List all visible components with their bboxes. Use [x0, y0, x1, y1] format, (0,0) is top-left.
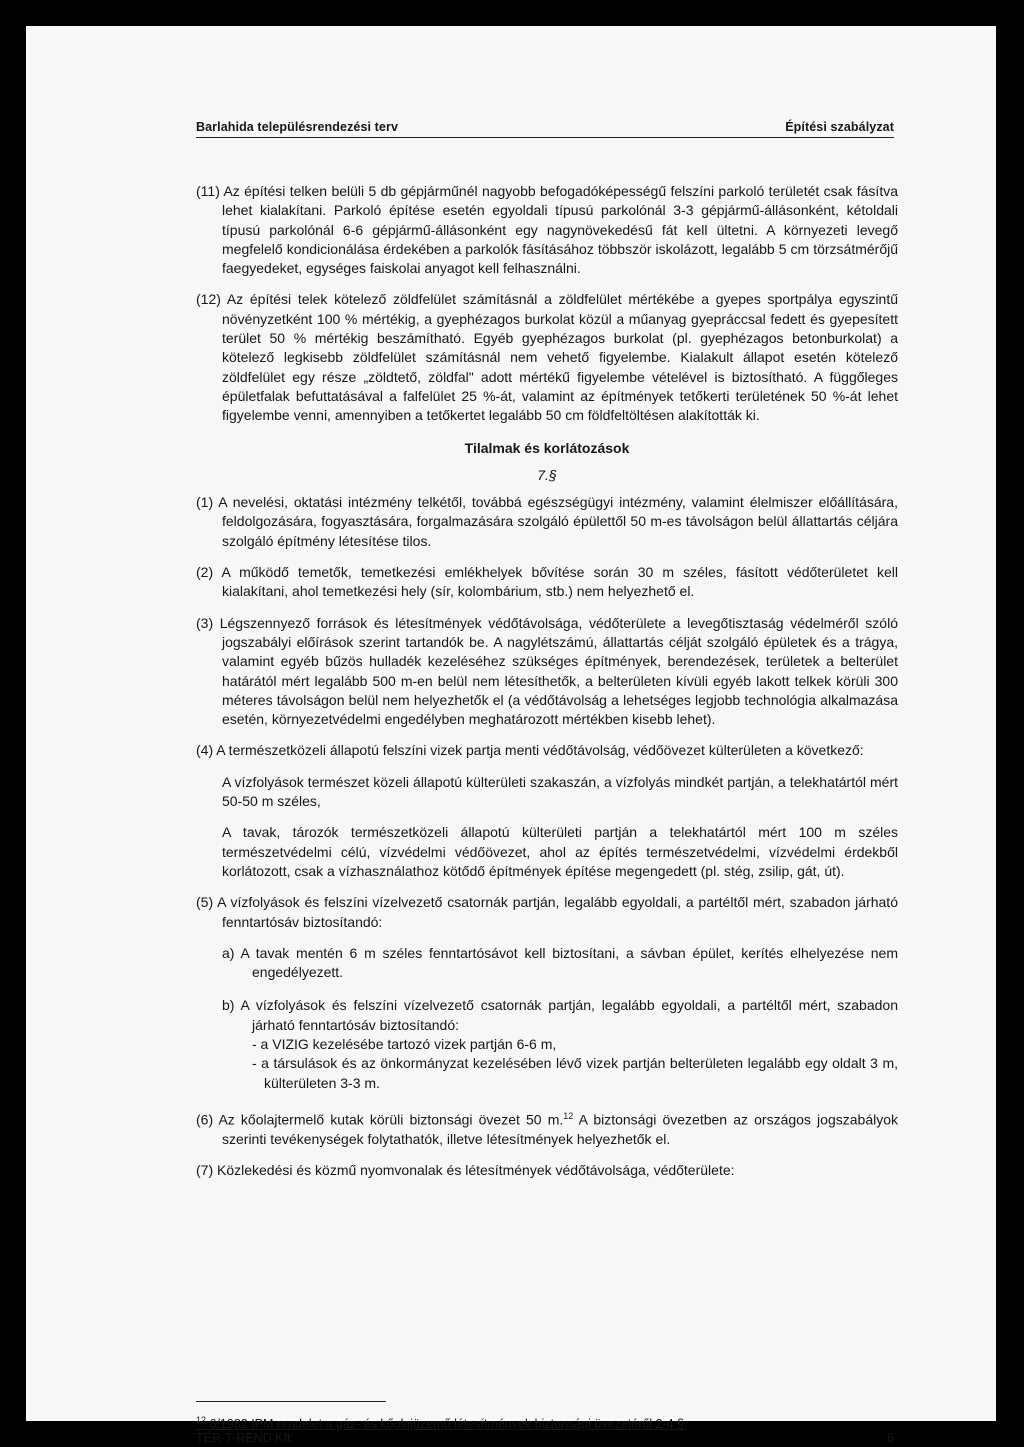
page-footer — [196, 1431, 894, 1445]
paragraph-5-b-item-1: - a VIZIG kezelésébe tartozó vizek partján 6-6 m, — [252, 1035, 557, 1052]
paragraph-5-b — [196, 996, 898, 1092]
footnote-text: 6/1982 IPM rendelet a gáz- és kőolajüzemű létesítmények biztonsági övezetéről 2-4 §. — [206, 1417, 688, 1432]
paragraph-12: (12) Az építési telek kötelező zöldfelület számításnál a zöldfelület mértékébe a gyepes sportpálya egyszintű növényzetként 100 % mértékig, a gyephézagos burkolat közül a műanyag gyepráccsal fedett és gyepesített terület 50 % mértékig beszámítható. Egyéb gyephézagos burkolat (pl. gyephézagos betonburkolat) a kötelező legkisebb zöldfelület számításnál nem vehető figyelembe. Kialakult állapot esetén kötelező zöldfelület egy része „zöldtető, zöldfal" adott mértékű figyelembe vételével is biztosítható. A függőleges épületfalak befuttatásával a falfelület 25 %-át, valamint az építmények tetőkerti területének 50 %-át lehet figyelembe venni, amennyiben a tetőkertet legalább 50 cm földfeltöltésen alakították ki. — [196, 291, 898, 424]
footnote-number: 12 — [196, 1415, 207, 1425]
section-number: 7.§ — [537, 466, 557, 483]
footer-company: TÉR-T-REND Kft. — [196, 1431, 294, 1445]
paragraph-4-a: A vízfolyások természet közeli állapotú külterületi szakaszán, a vízfolyás mindkét partján, a telekhatártól mért 50-50 m széles, — [222, 773, 898, 810]
page-header — [196, 120, 894, 138]
footnote-divider — [196, 1401, 386, 1402]
paragraph-6-rest: A biztonsági övezetben az országos jogszabályok szerinti tevékenységek folytathatók, illetve létesítmények helyezhetők el. — [222, 1111, 898, 1147]
page-number: 6 — [887, 1431, 894, 1445]
document-body — [196, 182, 898, 1192]
paragraph-5-a: a) A tavak mentén 6 m széles fenntartósávot kell biztosítani, a sávban épület, kerítés elhelyezése nem engedélyezett. — [222, 944, 898, 981]
paragraph-5-b-text: b) A vízfolyások és felszíni vízelvezető csatornák partján, legalább egyoldali, a partéltől mért, szabadon járható fenntartósáv biztosítandó: — [222, 997, 898, 1033]
paragraph-7: (7) Közlekedési és közmű nyomvonalak és létesítmények védőtávolsága, védőterülete: — [196, 1162, 735, 1179]
footnote — [196, 1415, 898, 1431]
paragraph-3: (3) Légszennyező források és létesítmények védőtávolsága, védőterülete a levegőtisztaság védelméről szóló jogszabályi előírások szerint tartandók be. A nagylétszámú, állattartás célját szolgáló épületek és a trágya, valamint egyéb bűzös hulladék kezeléséhez szükséges építmények, berendezések, területek a belterület határától mért legalább 500 m-en belül nem létesíthetők, a belterületen kívüli egyéb lakott telkek körüli 300 méteres távolságon belül nem helyezhetők el (a védőtávolság a lehetséges legjobb technológia alkalmazása esetén, környezetvédelmi engedélyben meghatározott mértékben kisebb lehet). — [196, 614, 898, 728]
paragraph-4: (4) A természetközeli állapotú felszíni vizek partja menti védőtávolság, védőövezet külterületen a következő: — [196, 742, 864, 759]
footnote-ref-12: 12 — [563, 1110, 574, 1121]
paragraph-2: (2) A működő temetők, temetkezési emlékhelyek bővítése során 30 m széles, fásított védőterületet kell kialakítani, ahol temetkezési hely (sír, kolombárium, stb.) nem helyezhető el. — [196, 564, 898, 600]
paragraph-4-b: A tavak, tározók természetközeli állapotú külterületi partján a telekhatártól mért 100 m széles természetvédelmi célú, vízvédelmi védőövezet, ahol az építés természetvédelmi, vízvédelmi érdekből korlátozott, csak a vízhasználathoz kötődő építmények építése megengedett (pl. stég, zsilip, gát, út). — [222, 824, 898, 879]
paragraph-5: (5) A vízfolyások és felszíni vízelvezető csatornák partján, legalább egyoldali, a partéltől mért, szabadon járható fenntartósáv biztosítandó: — [196, 894, 898, 930]
paragraph-11: (11) Az építési telken belüli 5 db gépjárműnél nagyobb befogadóképességű felszíni parkoló területét csak fásítva lehet kialakítani. Parkoló építése esetén egyoldali típusú parkolónál 3-3 gépjármű-állásonként, kétoldali típusú parkolónál 6-6 gépjármű-állásonként egy nagynövekedésű fát kell ültetni. A környezeti levegő megfelelő kondicionálása érdekében a parkolók fásításához többször iskolázott, legalább 5 cm törzsátmérőjű faegyedeket, egységes faiskolai anyagot kell felhasználni. — [196, 183, 898, 277]
paragraph-6 — [196, 1107, 898, 1149]
paragraph-5-b-item-2: - a társulások és az önkormányzat kezelésében lévő vizek partján belterületen legalább egy oldalt 3 m, külterületen 3-3 m. — [252, 1055, 898, 1091]
section-title: Tilalmak és korlátozások — [464, 439, 630, 456]
paragraph-1: (1) A nevelési, oktatási intézmény telkétől, továbbá egészségügyi intézmény, valamint élelmiszer előállítására, feldolgozására, fogyasztására, forgalmazására szolgáló épülettől 50 m-es távolságon belül állattartás céljára szolgáló építmény létesítése tilos. — [196, 494, 898, 549]
header-title: Barlahida településrendezési terv — [196, 120, 398, 134]
paragraph-6-text: (6) Az kőolajtermelő kutak körüli biztonsági övezet 50 m. — [196, 1111, 564, 1128]
header-section: Építési szabályzat — [785, 120, 894, 134]
